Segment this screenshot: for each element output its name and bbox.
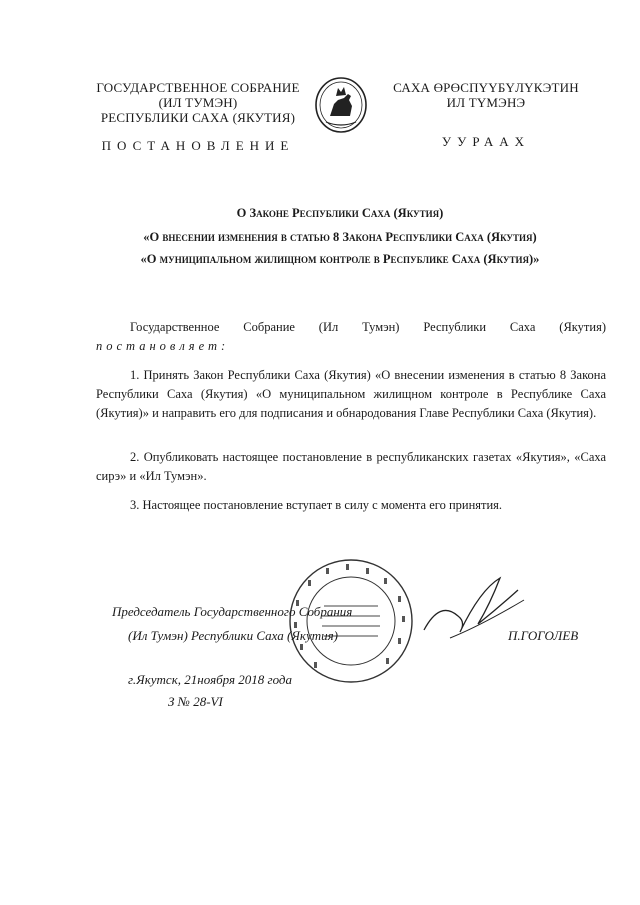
document-title: «О внесении изменения в статью 8 Закона Республики Саха (Якутия): [143, 230, 537, 244]
paragraph-3: 3. Настоящее постановление вступает в силу с момента его принятия.: [130, 498, 503, 512]
doc-type-ru: ПОСТАНОВЛЕНИЕ: [101, 138, 295, 153]
coat-of-arms-icon: [314, 76, 368, 134]
header-left-line: ГОСУДАРСТВЕННОЕ СОБРАНИЕ: [96, 80, 300, 95]
document-number: З № 28-VI: [168, 694, 223, 709]
header-left: [78, 80, 318, 125]
signatory-name: П.ГОГОЛЕВ: [508, 628, 579, 643]
header-right: [376, 80, 596, 110]
header-right-line: САХА ӨРӨСПҮҮБҮЛҮКЭТИН: [393, 80, 579, 95]
header-right-line: ИЛ ТҮМЭНЭ: [446, 95, 526, 110]
intro-text: Государственное Собрание (Ил Тумэн) Республики Саха (Якутия): [130, 320, 606, 334]
header-left-line: (ИЛ ТУМЭН): [158, 95, 238, 110]
paragraph-1: 1. Принять Закон Республики Саха (Якутия) «О внесении изменения в статью 8 Закона Республики Саха (Якутия) «О муниципальном жилищном контроле в Республике Саха (Якутия)» и направить его для подписания и обнародования Главе Республики Саха (Якутия).: [96, 368, 606, 420]
signatory-title: Председатель Государственного Собрания: [112, 604, 353, 619]
signatory-title: (Ил Тумэн) Республики Саха (Якутия): [128, 628, 338, 643]
document-title: «О муниципальном жилищном контроле в Республике Саха (Якутия)»: [140, 252, 540, 266]
official-stamp-icon: [286, 556, 416, 686]
place-date: г.Якутск, 21ноября 2018 года: [128, 672, 292, 687]
paragraph-2: 2. Опубликовать настоящее постановление в республиканских газетах «Якутия», «Саха сирэ» и «Ил Тумэн».: [96, 450, 606, 483]
resolves-text: постановляет:: [96, 339, 230, 353]
document-title: О Законе Республики Саха (Якутия): [236, 206, 444, 220]
header-left-line: РЕСПУБЛИКИ САХА (ЯКУТИЯ): [100, 110, 296, 125]
doc-type-sah: УУРААХ: [441, 134, 531, 149]
